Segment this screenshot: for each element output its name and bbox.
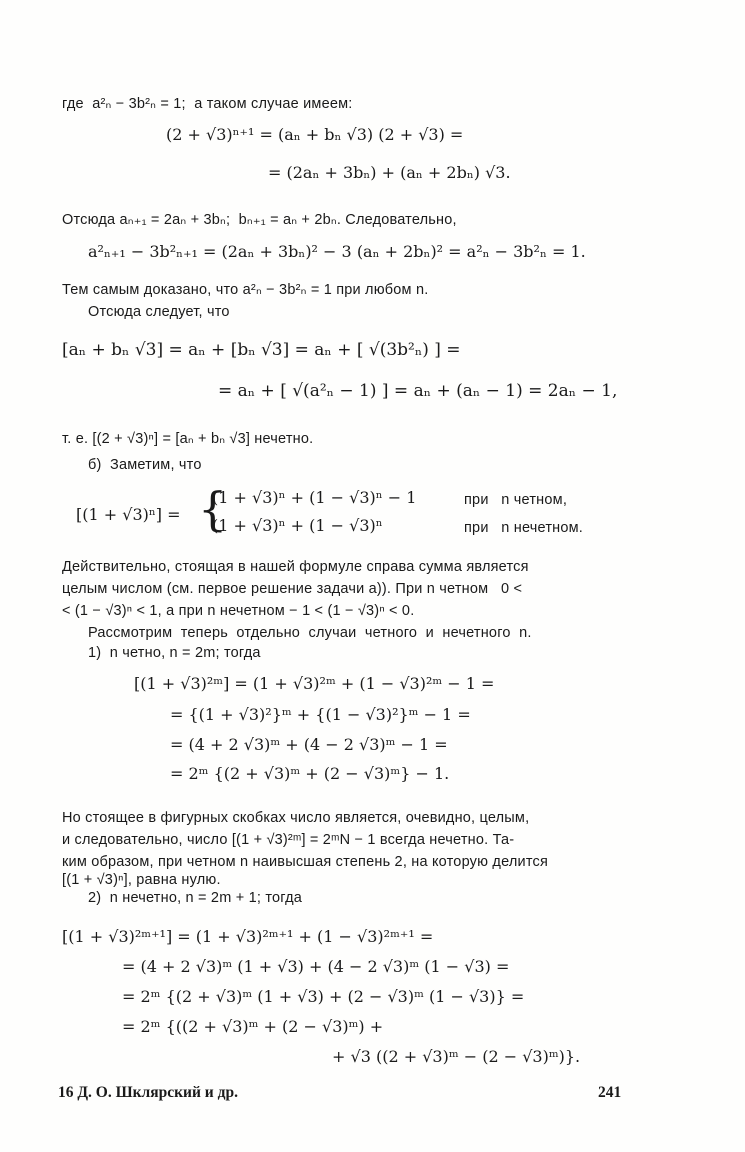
text-line: где a²ₙ − 3b²ₙ = 1; а таком случае имеем: bbox=[62, 96, 353, 112]
formula-line: = 2ᵐ {(2 + √3)ᵐ (1 + √3) + (2 − √3)ᵐ (1 − √3)} = bbox=[122, 987, 525, 1006]
formula-line: [(1 + √3)²ᵐ] = (1 + √3)²ᵐ + (1 − √3)²ᵐ − 1 = bbox=[134, 674, 495, 693]
case-condition: при n четном, bbox=[464, 492, 568, 508]
formula-line: a²ₙ₊₁ − 3b²ₙ₊₁ = (2aₙ + 3bₙ)² − 3 (aₙ + 2bₙ)² = a²ₙ − 3b²ₙ = 1. bbox=[88, 242, 586, 261]
text-line: 1) n четно, n = 2m; тогда bbox=[88, 645, 261, 661]
formula-line: [aₙ + bₙ √3] = aₙ + [bₙ √3] = aₙ + [ √(3b²ₙ) ] = bbox=[62, 340, 461, 360]
formula-line: = (4 + 2 √3)ᵐ + (4 − 2 √3)ᵐ − 1 = bbox=[170, 735, 448, 754]
curly-brace: { bbox=[198, 482, 228, 536]
text-line: Но стоящее в фигурных скобках число является, очевидно, целым, bbox=[62, 810, 530, 826]
page-number: 241 bbox=[598, 1084, 622, 1101]
formula-line: = 2ᵐ {(2 + √3)ᵐ + (2 − √3)ᵐ} − 1. bbox=[170, 764, 450, 783]
text-line: б) Заметим, что bbox=[88, 457, 202, 473]
text-line: Рассмотрим теперь отдельно случаи четного и нечетного n. bbox=[88, 625, 532, 641]
text-line: т. е. [(2 + √3)ⁿ] = [aₙ + bₙ √3] нечетно. bbox=[62, 431, 314, 447]
formula-line: = {(1 + √3)²}ᵐ + {(1 − √3)²}ᵐ − 1 = bbox=[170, 705, 471, 724]
footer-signature: 16 Д. О. Шклярский и др. bbox=[58, 1084, 238, 1101]
text-line: Отсюда aₙ₊₁ = 2aₙ + 3bₙ; bₙ₊₁ = aₙ + 2bₙ. Следовательно, bbox=[62, 212, 457, 228]
text-line: < (1 − √3)ⁿ < 1, а при n нечетном − 1 < (1 − √3)ⁿ < 0. bbox=[62, 603, 415, 619]
formula-label: [(1 + √3)ⁿ] = bbox=[76, 505, 181, 524]
text-line: [(1 + √3)ⁿ], равна нулю. bbox=[62, 872, 221, 888]
formula-line: = (2aₙ + 3bₙ) + (aₙ + 2bₙ) √3. bbox=[268, 163, 511, 182]
formula-line: (2 + √3)ⁿ⁺¹ = (aₙ + bₙ √3) (2 + √3) = bbox=[166, 125, 464, 144]
text-line: Отсюда следует, что bbox=[88, 304, 230, 320]
text-line: Тем самым доказано, что a²ₙ − 3b²ₙ = 1 при любом n. bbox=[62, 282, 429, 298]
formula-line: = (4 + 2 √3)ᵐ (1 + √3) + (4 − 2 √3)ᵐ (1 − √3) = bbox=[122, 957, 510, 976]
formula-line: + √3 ((2 + √3)ᵐ − (2 − √3)ᵐ)}. bbox=[332, 1047, 581, 1066]
text-line: ким образом, при четном n наивысшая степень 2, на которую делится bbox=[62, 854, 549, 870]
case-formula: (1 + √3)ⁿ + (1 − √3)ⁿ − 1 bbox=[212, 488, 417, 507]
formula-line: = 2ᵐ {((2 + √3)ᵐ + (2 − √3)ᵐ) + bbox=[122, 1017, 384, 1036]
text-line: Действительно, стоящая в нашей формуле справа сумма является bbox=[62, 559, 529, 575]
text-line: и следовательно, число [(1 + √3)²ᵐ] = 2ᵐN − 1 всегда нечетно. Та- bbox=[62, 832, 515, 848]
case-formula: (1 + √3)ⁿ + (1 − √3)ⁿ bbox=[212, 516, 383, 535]
formula-line: = aₙ + [ √(a²ₙ − 1) ] = aₙ + (aₙ − 1) = 2aₙ − 1, bbox=[218, 381, 618, 401]
formula-line: [(1 + √3)²ᵐ⁺¹] = (1 + √3)²ᵐ⁺¹ + (1 − √3)²ᵐ⁺¹ = bbox=[62, 927, 434, 946]
text-line: целым числом (см. первое решение задачи а)). При n четном 0 < bbox=[62, 581, 523, 597]
text-line: 2) n нечетно, n = 2m + 1; тогда bbox=[88, 890, 303, 906]
case-condition: при n нечетном. bbox=[464, 520, 584, 536]
